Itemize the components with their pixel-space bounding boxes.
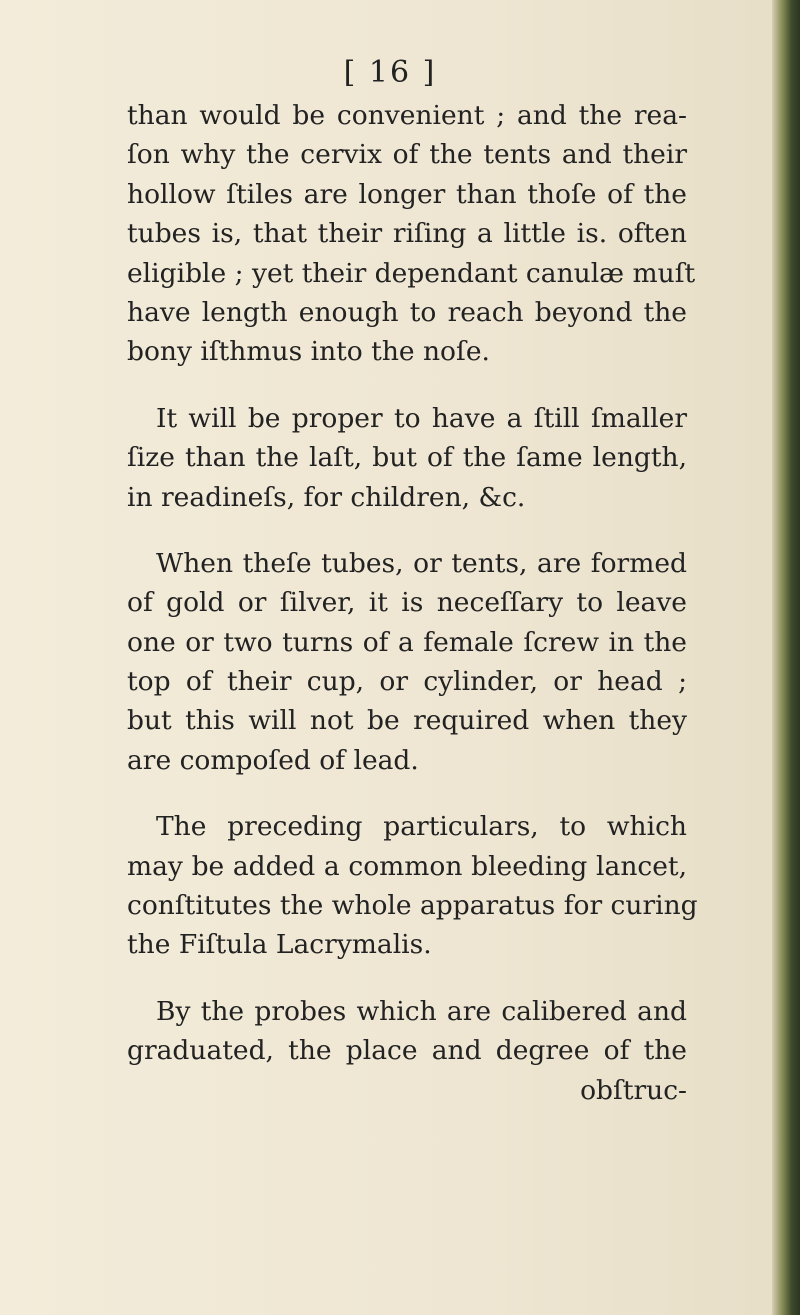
text-line: may be added a common bleeding lancet, [127,850,687,882]
text-line: in readineſs, for children, &c. [127,481,526,513]
page-edge [772,0,800,1315]
text-line: eligible ; yet their dependant canulæ muſt [127,257,696,289]
text-line: tubes is, that their riſing a little is. often [127,218,687,250]
text-line: than would be convenient ; and the rea- [127,100,687,131]
paragraph-5 [127,992,687,1110]
text-line: but this will not be required when they [127,705,687,737]
text-line: graduated, the place and degree of the [127,1035,687,1067]
text-line: the Fiſtula Lacrymalis. [127,929,432,961]
text-line: of gold or ſilver, it is neceſſary to leave [127,587,687,619]
text-line: one or two turns of a female ſcrew in the [127,626,687,658]
paragraph-2 [127,399,687,517]
text-line: conſtitutes the whole apparatus for curing [127,890,698,922]
page-number-header: [ 16 ] [343,55,437,90]
text-line: ſize than the laſt, but of the ſame length, [127,442,687,474]
body-text [127,96,698,1137]
text-line: The preceding particulars, to which [156,811,687,843]
text-line: are compoſed of lead. [127,744,419,776]
catchword: obſtruc- [580,1074,687,1106]
text-line: By the probes which are calibered and [156,995,687,1027]
text-line: When theſe tubes, or tents, are formed [156,547,687,579]
paragraph-3 [127,544,687,780]
paragraph-1 [127,96,696,372]
text-line: top of their cup, or cylinder, or head ; [127,666,687,698]
text-line: have length enough to reach beyond the [127,296,687,328]
text-line: bony iſthmus into the noſe. [127,336,490,368]
text-line: It will be proper to have a ſtill ſmaller [156,402,687,434]
text-line: hollow ſtiles are longer than thoſe of the [127,178,687,210]
paragraph-4 [127,807,698,965]
text-line: ſon why the cervix of the tents and their [127,139,687,171]
